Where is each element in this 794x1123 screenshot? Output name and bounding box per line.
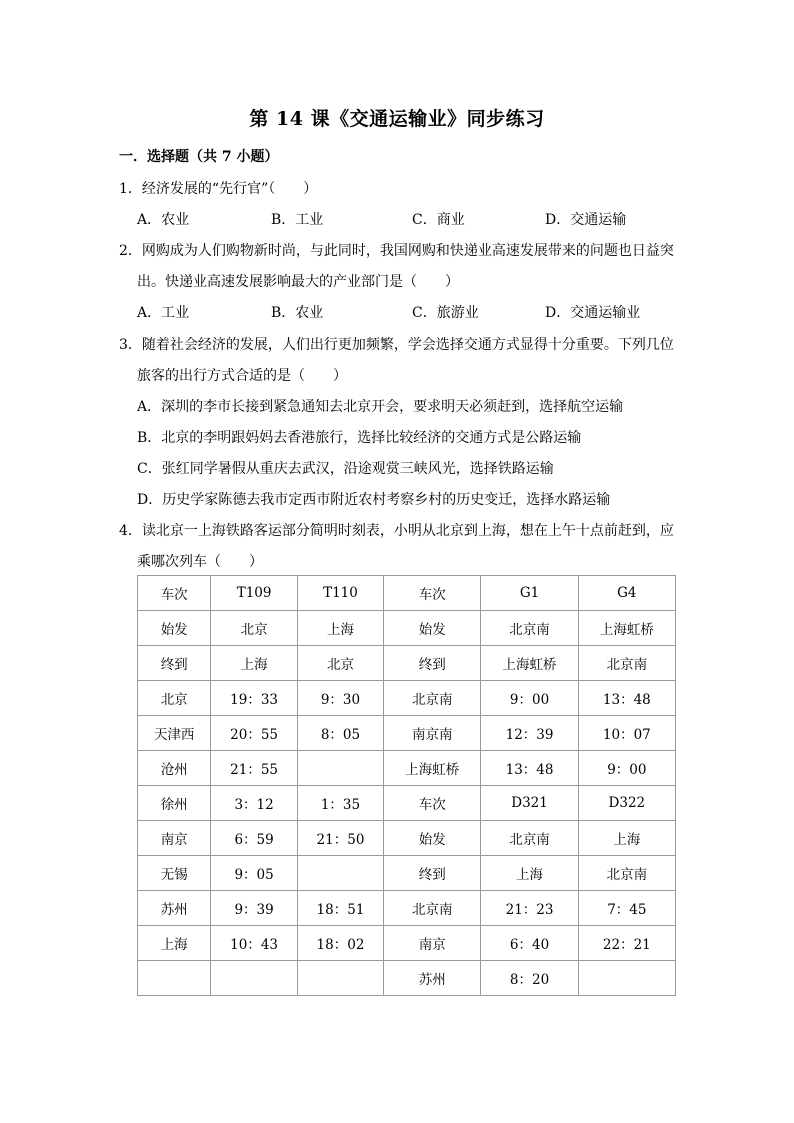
table-row	[138, 716, 676, 751]
table-cell: 13：48	[481, 751, 578, 786]
table-cell: 21：50	[297, 821, 383, 856]
table-cell: 18：51	[297, 891, 383, 926]
table-row	[138, 646, 676, 681]
table-cell: 上海	[138, 926, 211, 961]
table-cell: 上海	[211, 646, 297, 681]
table-cell: 北京南	[384, 891, 481, 926]
table-cell: 1：35	[297, 786, 383, 821]
question-2-line-1: 2．网购成为人们购物新时尚，与此同时，我国网购和快递业高速发展带来的问题也日益突	[119, 243, 674, 259]
table-cell: 车次	[138, 576, 211, 611]
q3-option-a: A．深圳的李市长接到紧急通知去北京开会，要求明天必须赶到，选择航空运输	[137, 399, 624, 415]
table-cell: 始发	[384, 821, 481, 856]
table-cell: 7：45	[578, 891, 675, 926]
page-title: 第 14 课《交通运输业》同步练习	[249, 108, 545, 130]
table-cell: 南京	[384, 926, 481, 961]
table-cell	[297, 856, 383, 891]
table-cell: 8：20	[481, 961, 578, 996]
table-row	[138, 926, 676, 961]
table-cell	[297, 751, 383, 786]
table-cell: D321	[481, 786, 578, 821]
table-cell: T109	[211, 576, 297, 611]
table-cell: 9：39	[211, 891, 297, 926]
q1-option-d: D．交通运输	[545, 212, 627, 228]
table-row	[138, 821, 676, 856]
table-cell: 北京南	[481, 611, 578, 646]
q2-option-c: C．旅游业	[412, 305, 479, 321]
q1-option-b: B．工业	[271, 212, 324, 228]
table-cell: G4	[578, 576, 675, 611]
table-cell: 上海虹桥	[578, 611, 675, 646]
table-cell: 3：12	[211, 786, 297, 821]
table-cell: 6：59	[211, 821, 297, 856]
table-cell: 10：43	[211, 926, 297, 961]
table-cell: 北京南	[481, 821, 578, 856]
table-cell: 始发	[138, 611, 211, 646]
table-cell: 徐州	[138, 786, 211, 821]
table-row	[138, 856, 676, 891]
q2-option-a: A．工业	[137, 305, 190, 321]
table-cell: 19：33	[211, 681, 297, 716]
table-cell: 22：21	[578, 926, 675, 961]
table-cell: 13：48	[578, 681, 675, 716]
table-cell: 天津西	[138, 716, 211, 751]
table-cell: 南京	[138, 821, 211, 856]
q3-option-d: D．历史学家陈德去我市定西市附近农村考察乡村的历史变迁，选择水路运输	[137, 492, 611, 508]
table-cell: 苏州	[384, 961, 481, 996]
table-cell	[578, 961, 675, 996]
section-heading: 一．选择题（共 7 小题）	[119, 149, 279, 165]
table-cell: 上海虹桥	[481, 646, 578, 681]
table-cell: 车次	[384, 786, 481, 821]
table-cell: 上海虹桥	[384, 751, 481, 786]
train-timetable	[137, 575, 676, 996]
q3-option-b: B．北京的李明跟妈妈去香港旅行，选择比较经济的交通方式是公路运输	[137, 430, 582, 446]
table-row	[138, 891, 676, 926]
table-row	[138, 961, 676, 996]
table-cell: T110	[297, 576, 383, 611]
table-cell: 上海	[481, 856, 578, 891]
table-cell: 北京	[297, 646, 383, 681]
question-2-line-2: 出。快递业高速发展影响最大的产业部门是（ ）	[137, 274, 459, 290]
table-cell	[211, 961, 297, 996]
table-cell: 无锡	[138, 856, 211, 891]
table-cell: 12：39	[481, 716, 578, 751]
table-cell: 北京	[211, 611, 297, 646]
table-cell: 8：05	[297, 716, 383, 751]
q2-option-b: B．农业	[271, 305, 324, 321]
table-cell	[138, 961, 211, 996]
table-cell: 6：40	[481, 926, 578, 961]
question-3-line-2: 旅客的出行方式合适的是（ ）	[137, 368, 347, 384]
question-4-line-2: 乘哪次列车（ ）	[137, 554, 263, 570]
table-cell: 终到	[138, 646, 211, 681]
table-cell: 始发	[384, 611, 481, 646]
table-cell: 北京南	[578, 646, 675, 681]
table-cell: 上海	[578, 821, 675, 856]
table-row	[138, 611, 676, 646]
table-cell: 21：23	[481, 891, 578, 926]
table-cell: 终到	[384, 646, 481, 681]
table-cell	[297, 961, 383, 996]
table-cell: 车次	[384, 576, 481, 611]
table-row	[138, 786, 676, 821]
table-cell: 21：55	[211, 751, 297, 786]
table-cell: 9：00	[578, 751, 675, 786]
table-cell: 9：05	[211, 856, 297, 891]
q3-option-c: C．张红同学暑假从重庆去武汉，沿途观赏三峡风光，选择铁路运输	[137, 461, 554, 477]
table-cell: 北京南	[578, 856, 675, 891]
table-cell: 上海	[297, 611, 383, 646]
table-cell: 20：55	[211, 716, 297, 751]
table-cell: 沧州	[138, 751, 211, 786]
table-cell: G1	[481, 576, 578, 611]
table-cell: 南京南	[384, 716, 481, 751]
q1-option-c: C．商业	[412, 212, 465, 228]
table-cell: 苏州	[138, 891, 211, 926]
table-cell: 终到	[384, 856, 481, 891]
table-row	[138, 751, 676, 786]
question-4-line-1: 4．读北京一上海铁路客运部分简明时刻表，小明从北京到上海，想在上午十点前赶到，应	[119, 523, 674, 539]
table-cell: D322	[578, 786, 675, 821]
table-cell: 18：02	[297, 926, 383, 961]
table-cell: 北京	[138, 681, 211, 716]
q2-option-d: D．交通运输业	[545, 305, 641, 321]
table-cell: 北京南	[384, 681, 481, 716]
table-row	[138, 681, 676, 716]
table-cell: 9：30	[297, 681, 383, 716]
question-3-line-1: 3．随着社会经济的发展，人们出行更加频繁，学会选择交通方式显得十分重要。下列几位	[119, 337, 674, 353]
q1-option-a: A．农业	[137, 212, 190, 228]
question-1-stem: 1．经济发展的“先行官”（ ）	[119, 181, 318, 197]
table-cell: 10：07	[578, 716, 675, 751]
table-row	[138, 576, 676, 611]
table-cell: 9：00	[481, 681, 578, 716]
